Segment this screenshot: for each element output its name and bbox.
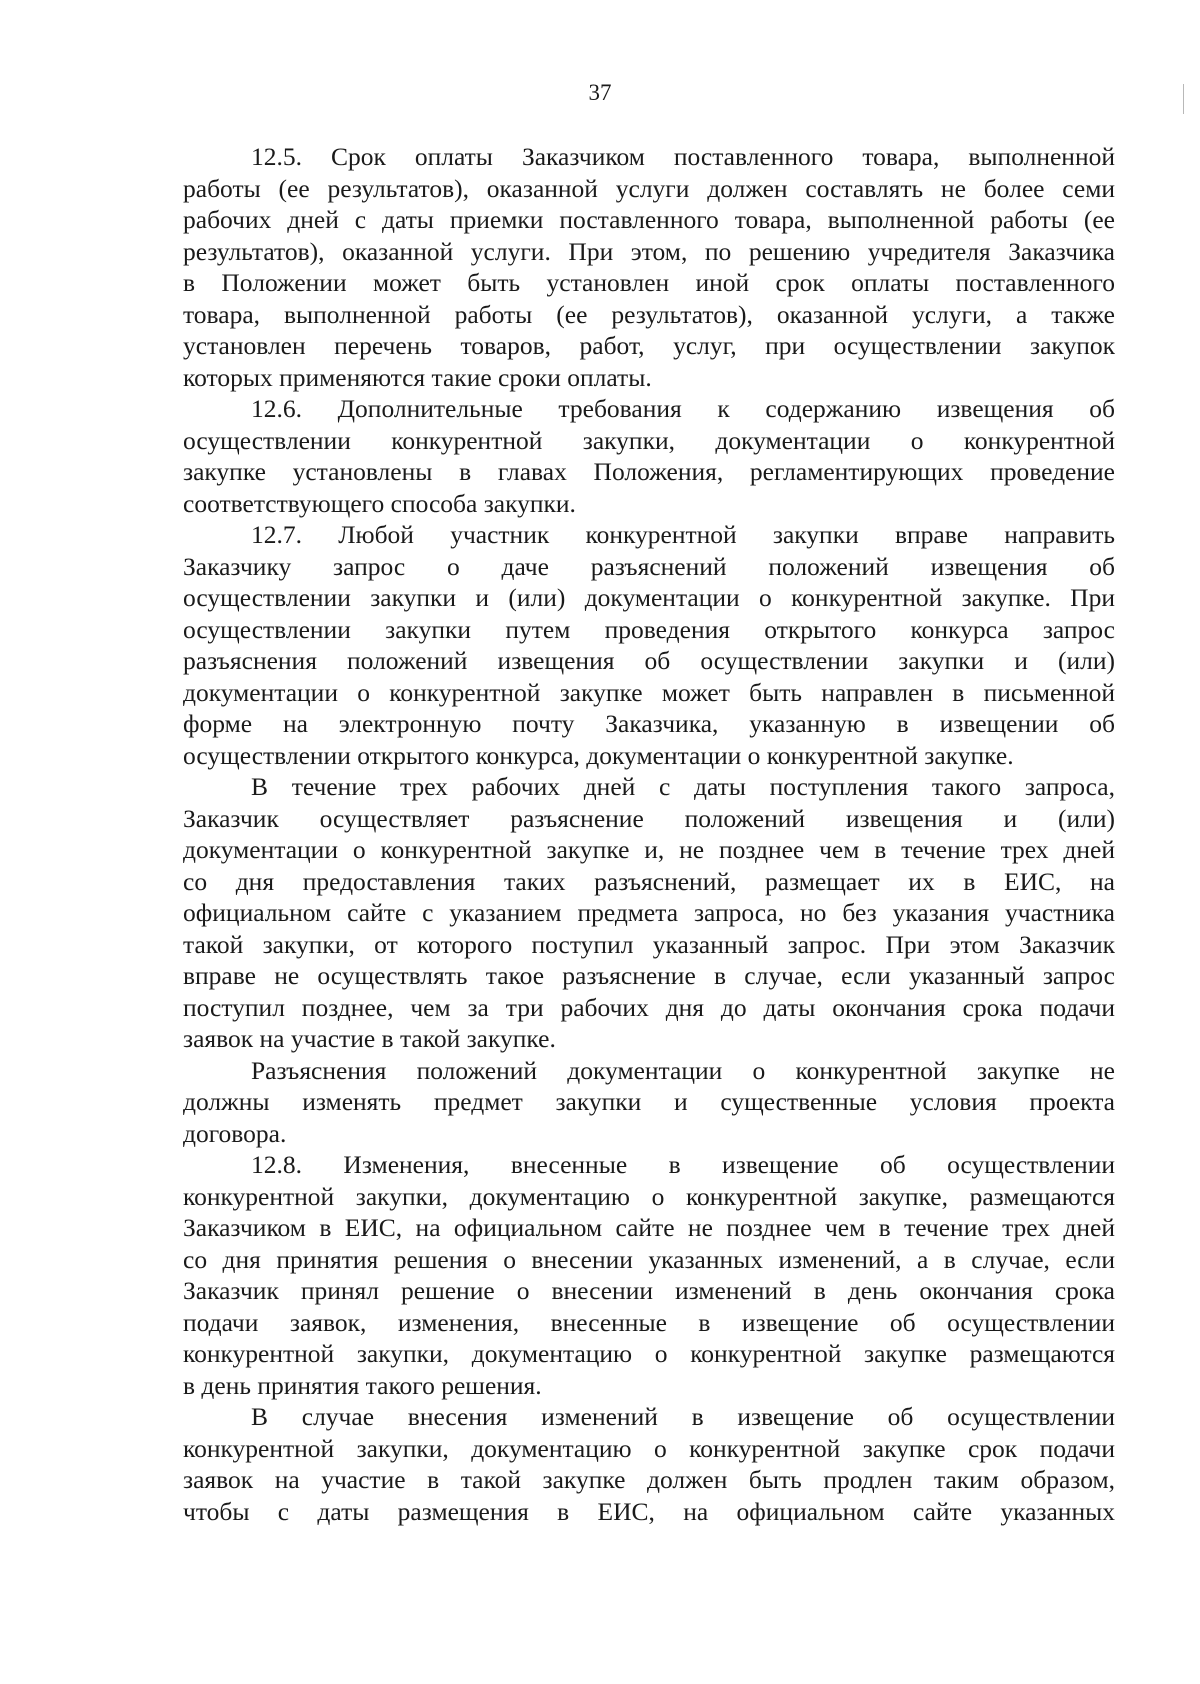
text-line: Заказчик принял решение о внесении изменений в день окончания срока [183, 1276, 1115, 1305]
text-line: со дня предоставления таких разъяснений, размещает их в ЕИС, на [183, 866, 1115, 896]
text-line: которых применяются такие сроки оплаты. [183, 362, 652, 392]
text-line: Заказчику запрос о даче разъяснений положений извещения об [183, 551, 1115, 581]
text-line: конкурентной закупки, документацию о конкурентной закупке размещаются [183, 1339, 1115, 1368]
paragraph-12-7-clarification-limits [183, 1055, 1115, 1150]
text-line: такой закупки, от которого поступил указанный запрос. При этом Заказчик [183, 929, 1115, 959]
text-line: В течение трех рабочих дней с даты поступления такого запроса, [251, 772, 1115, 801]
paragraph-12-7-clarification-deadline [183, 771, 1115, 1055]
document-body [183, 141, 1115, 1527]
text-line: вправе не осуществлять такое разъяснение в случае, если указанный запрос [183, 961, 1115, 990]
text-line: разъяснения положений извещения об осуществлении закупки и (или) [183, 646, 1115, 675]
text-line: осуществлении закупки и (или) документации о конкурентной закупке. При [183, 583, 1115, 612]
paragraph-12-8-extension [183, 1401, 1115, 1527]
text-line: чтобы с даты размещения в ЕИС, на официальном сайте указанных [183, 1496, 1115, 1526]
text-line: официальном сайте с указанием предмета запроса, но без указания участника [183, 898, 1115, 927]
text-line: соответствующего способа закупки. [183, 488, 576, 518]
text-line: 12.6. Дополнительные требования к содержанию извещения об [251, 394, 1115, 423]
text-line: со дня принятия решения о внесении указанных изменений, а в случае, если [183, 1244, 1115, 1274]
text-line: осуществлении открытого конкурса, документации о конкурентной закупке. [183, 740, 1014, 770]
text-line: форме на электронную почту Заказчика, указанную в извещении об [183, 709, 1115, 738]
text-line: Заказчик осуществляет разъяснение положений извещения и (или) [183, 803, 1115, 833]
text-line: осуществлении конкурентной закупки, документации о конкурентной [183, 425, 1115, 455]
text-line: товара, выполненной работы (ее результатов), оказанной услуги, а также [183, 299, 1115, 329]
page-number: 37 [588, 80, 612, 105]
text-line: 12.5. Срок оплаты Заказчиком поставленного товара, выполненной [251, 142, 1115, 171]
text-line: установлен перечень товаров, работ, услуг, при осуществлении закупок [183, 331, 1115, 360]
text-line: 12.7. Любой участник конкурентной закупки вправе направить [251, 520, 1115, 549]
text-line: конкурентной закупки, документацию о конкурентной закупке, размещаются [183, 1181, 1115, 1211]
scan-edge-mark [1183, 84, 1184, 114]
text-line: В случае внесения изменений в извещение об осуществлении [251, 1402, 1115, 1431]
text-line: осуществлении закупки путем проведения открытого конкурса запрос [183, 614, 1115, 644]
text-line: закупке установлены в главах Положения, регламентирующих проведение [183, 457, 1115, 486]
paragraph-12-6 [183, 393, 1115, 519]
text-line: поступил позднее, чем за три рабочих дня до даты окончания срока подачи [183, 992, 1115, 1022]
paragraph-12-5 [183, 141, 1115, 393]
text-line: заявок на участие в такой закупке должен быть продлен таким образом, [183, 1465, 1115, 1494]
text-line: должны изменять предмет закупки и существенные условия проекта [183, 1087, 1115, 1116]
text-line: Заказчиком в ЕИС, на официальном сайте не позднее чем в течение трех дней [183, 1213, 1115, 1242]
text-line: заявок на участие в такой закупке. [183, 1024, 556, 1053]
text-line: 12.8. Изменения, внесенные в извещение об осуществлении [251, 1150, 1115, 1179]
text-line: Разъяснения положений документации о конкурентной закупке не [251, 1055, 1115, 1085]
text-line: конкурентной закупки, документацию о конкурентной закупке срок подачи [183, 1433, 1115, 1463]
text-line: в день принятия такого решения. [183, 1370, 542, 1400]
text-line: рабочих дней с даты приемки поставленного товара, выполненной работы (ее [183, 205, 1115, 234]
text-line: результатов), оказанной услуги. При этом, по решению учредителя Заказчика [183, 236, 1115, 266]
text-line: подачи заявок, изменения, внесенные в извещение об осуществлении [183, 1307, 1115, 1337]
paragraph-12-8 [183, 1149, 1115, 1401]
text-line: работы (ее результатов), оказанной услуги должен составлять не более семи [183, 173, 1115, 203]
text-line: документации о конкурентной закупке может быть направлен в письменной [183, 677, 1115, 707]
paragraph-12-7 [183, 519, 1115, 771]
text-line: документации о конкурентной закупке и, не позднее чем в течение трех дней [183, 835, 1115, 864]
text-line: в Положении может быть установлен иной срок оплаты поставленного [183, 268, 1115, 297]
text-line: договора. [183, 1118, 287, 1148]
